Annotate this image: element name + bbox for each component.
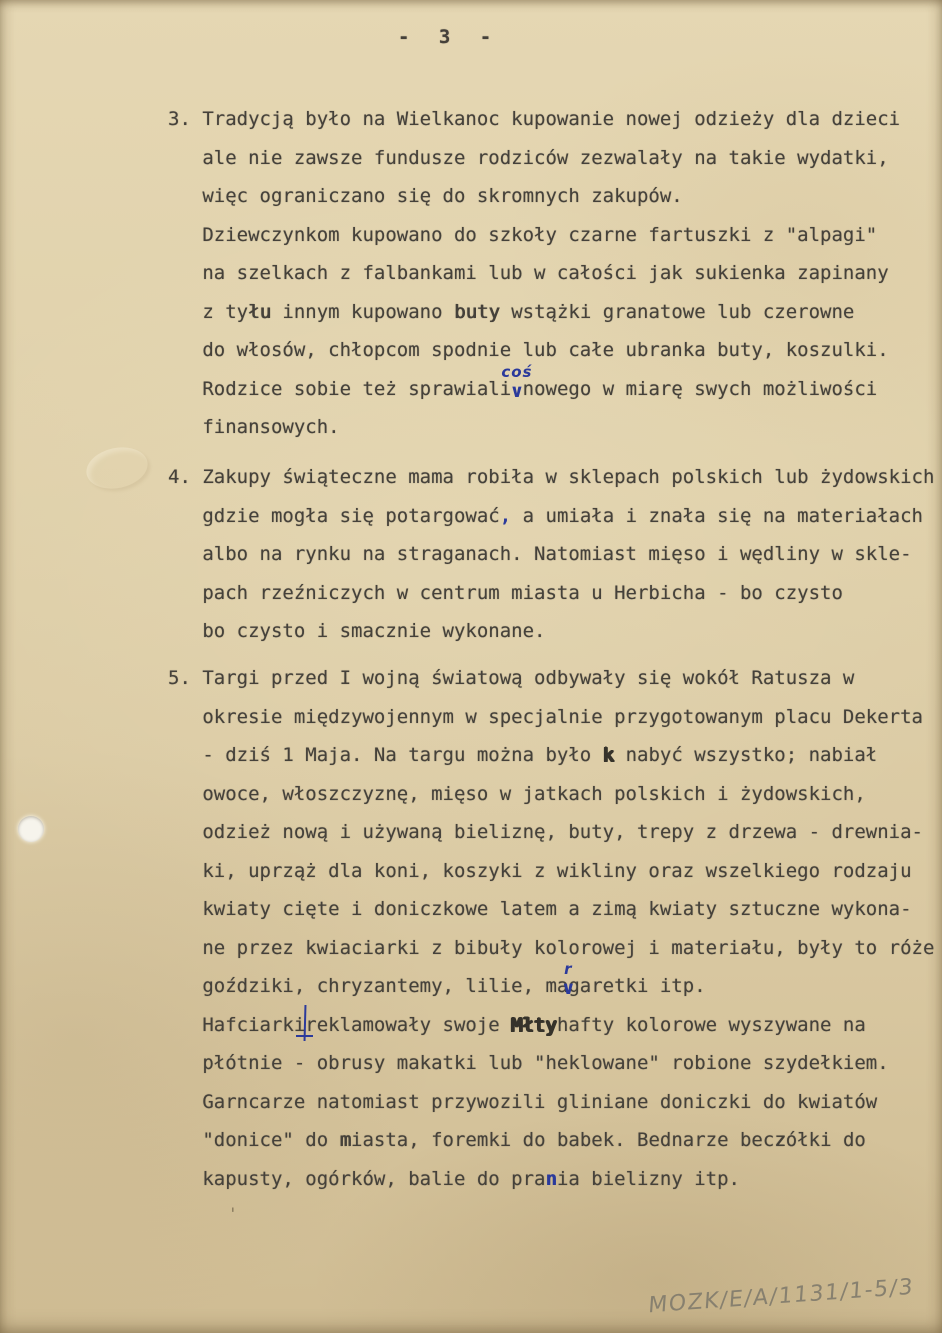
typed-line: więc ograniczano się do skromnych zakupów. [202,185,683,207]
typed-line: kapusty, ogórków, balie do prania bielizny itp. [202,1167,740,1190]
page-number: - 3 - [398,26,501,48]
handwritten-insertion [511,378,522,400]
typed-line: gdzie mogła się potargować, a umiała i znała się na materiałach [202,504,923,527]
typed-line: 4. Zakupy świąteczne mama robiła w sklepach polskich lub żydowskich [168,466,935,488]
typed-line: z tyłu innym kupowano buty wstążki granatowe lub czerowne [202,300,855,323]
typed-line: "donice" do miasta, foremki do babek. Bednarze beczółki do [202,1129,866,1151]
stray-mark: ' [228,1204,238,1223]
handwritten-comma: , [499,504,512,527]
typed-line: odzież nową i używaną bieliznę, buty, trepy z drzewa - drewnia- [202,821,923,843]
typed-line: okresie międzywojennym w specjalnie przygotowanym placu Dekerta [202,705,923,728]
typed-line: Dziewczynkom kupowano do szkoły czarne fartuszki z "alpagi" [202,223,878,246]
typed-line: pach rzeźniczych w centrum miasta u Herbicha - bo czysto [202,581,843,604]
archive-reference-code: MOZK/E/A/1131/1-5/3 [647,1274,915,1319]
typed-line: na szelkach z falbankami lub w całości jak sukienka zapinany [202,262,889,284]
overtyped-text: łu [248,300,271,323]
typed-line: ki, uprząż dla koni, koszyki z wikliny oraz wszelkiego rodzaju [202,859,912,882]
overtyped-strikeout: Młty [511,1013,557,1036]
typed-line: płótnie - obrusy makatki lub "heklowane" robione szydełkiem. [202,1052,889,1074]
typed-line: Hafciarkireklamowały swoje Młtyhafty kolorowe wyszywane na [202,1013,866,1036]
typed-line: kwiaty cięte i doniczkowe latem a zimą kwiaty sztuczne wykona- [202,898,912,920]
typed-line: goździki, chryzantemy, lilie, magaretki itp. [202,975,706,997]
overtyped-text: m [339,1129,352,1151]
typed-line: 3. Tradycją było na Wielkanoc kupowanie nowej odzieży dla dzieci [168,108,901,130]
overtyped-text: z [774,1129,786,1151]
paragraph-5 [168,659,942,1198]
typed-line: owoce, włoszczyznę, mięso w jatkach polskich i żydowskich, [202,782,866,805]
typed-line: bo czysto i smacznie wykonane. [202,620,546,642]
overtyped-text: buty [454,300,500,323]
typed-line: Rodzice sobie też sprawiali ∨ coś nowego w miarę swych możliwości [202,370,942,409]
typed-line: - dziś 1 Maja. Na targu można było k nabyć wszystko; nabiał [202,744,878,766]
typed-line: Garncarze natomiast przywozili gliniane doniczki do kwiatów [202,1090,878,1113]
overtyped-strikeout: k [602,744,615,766]
typed-line: albo na rynku na straganach. Natomiast mięso i wędliny w skle- [202,543,912,565]
typed-line: ale nie zawsze fundusze rodziców zezwalały na takie wydatki, [202,146,889,169]
hole-punch [18,816,44,842]
typed-line: 5. Targi przed I wojną światową odbywały się wokół Ratusza w [168,667,855,689]
typed-line: ne przez kwiaciarki z bibuły kolorowej i materiału, były to róże [202,936,935,959]
typed-line: finansowych. [202,416,340,438]
handwritten-letter: n [545,1167,557,1190]
paragraph-4 [168,458,942,651]
typed-line: do włosów, chłopcom spodnie lub całe ubranka buty, koszulki. [202,339,889,361]
paragraph-3 [168,100,942,447]
